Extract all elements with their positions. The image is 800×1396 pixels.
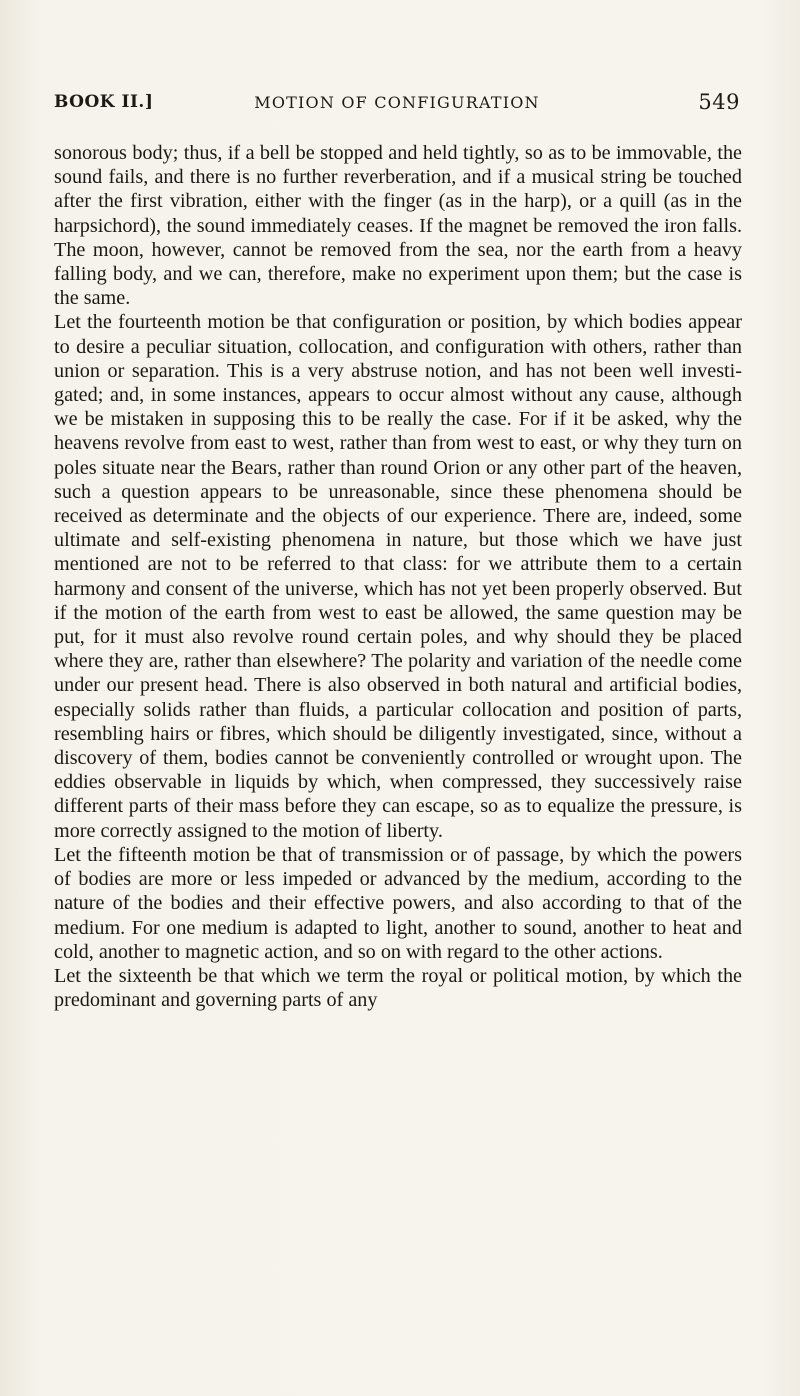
paragraph-2: Let the fourteenth motion be that configuration or position, by which bodies appear to desire a peculiar situation, collocation, and configuration with others, rather than union or separation. This is a very abstruse notion, and has not been well investigated; and, in some instances, appears to occur almost without any cause, although we be mistaken in supposing this to be really the case. For if it be asked, why the heavens revolve from east to west, rather than from west to east, or why they turn on poles situate near the Bears, rather than round Orion or any other part of the heaven, such a question appears to be unreasonable, since these phenomena should be received as determinate and the objects of our experience. There are, indeed, some ultimate and self-existing phenomena in nature, but those which we have just mentioned are not to be referred to that class: for we attribute them to a certain harmony and consent of the universe, which has not yet been properly observed. But if the motion of the earth from west to east be allowed, the same question may be put, for it must also revolve round certain poles, and why should they be placed where they are, rather than elsewhere? The polarity and variation of the needle come under our present head. There is also observed in both natural and artificial bodies, especially solids rather than fluids, a particular collocation and position of parts, resembling hairs or fibres, which should be diligently investigated, since, without a discovery of them, bodies cannot be conveniently controlled or wrought upon. The eddies observable in liquids by which, when compressed, they successively raise different parts of their mass before they can escape, so as to equalize the pressure, is more correctly assigned to the motion of liberty.: [54, 311, 742, 842]
paragraph-1: sonorous body; thus, if a bell be stopped and held tightly, so as to be immovable, the sound fails, and there is no further reverberation, and if a musical string be touched after the first vibration, either with the finger (as in the harp), or a quill (as in the harpsichord), the sound immediately ceases. If the magnet be removed the iron falls. The moon, however, cannot be removed from the sea, nor the earth from a heavy falling body, and we can, therefore, make no experiment upon them; but the case is the same.: [54, 142, 742, 310]
body-text: [54, 141, 742, 1012]
book-label: BOOK II.]: [54, 92, 154, 112]
chapter-title: MOTION OF CONFIGURATION: [254, 93, 540, 112]
running-header: [54, 92, 740, 116]
paragraph-4: Let the sixteenth be that which we term the royal or political motion, by which the predominant and governing parts of any: [54, 964, 742, 1012]
page-number: 549: [698, 90, 740, 114]
paragraph-3: Let the fifteenth motion be that of transmission or of passage, by which the powers of bodies are more or less impeded or advanced by the medium, according to the nature of the bodies and their effective powers, and also according to that of the medium. For one medium is adapted to light, another to sound, another to heat and cold, another to magnetic action, and so on with regard to the other actions.: [54, 843, 742, 963]
